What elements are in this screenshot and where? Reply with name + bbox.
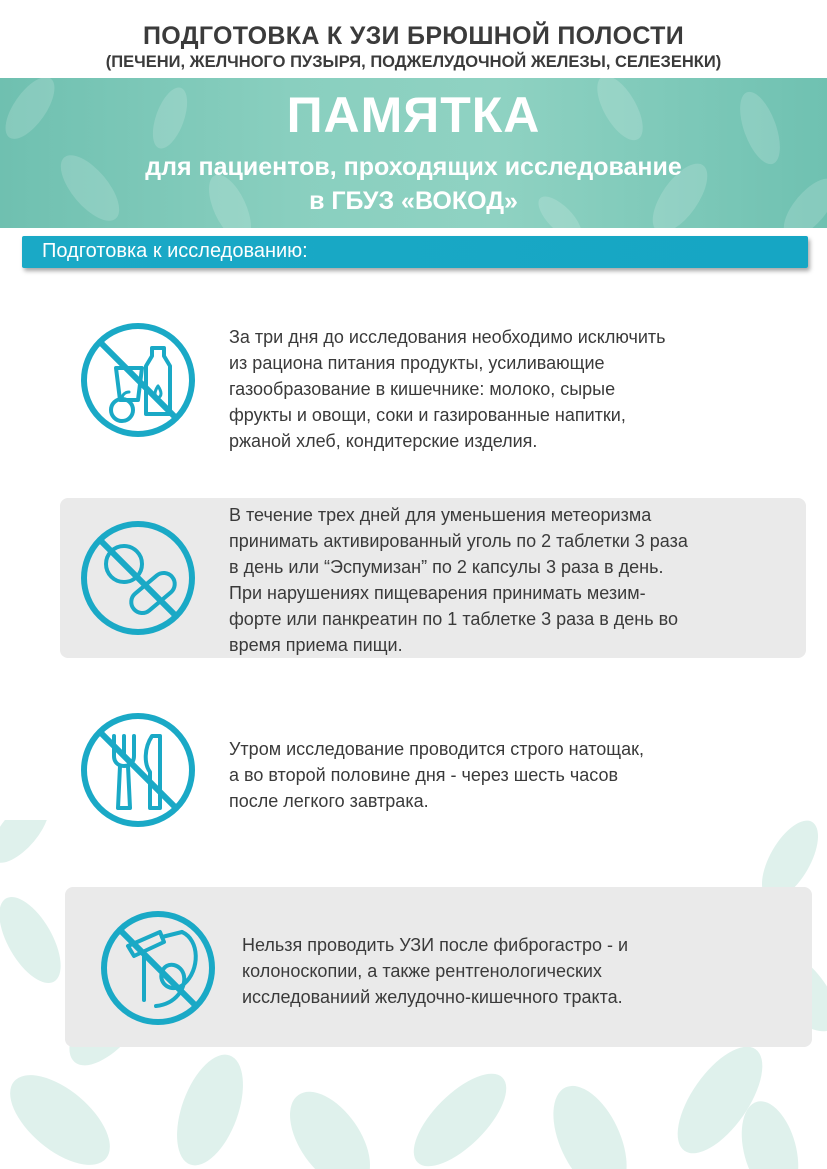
no-fork-knife-icon	[80, 712, 196, 833]
no-endoscope-icon	[100, 910, 216, 1031]
text-line: в день или “Эспумизан” по 2 капсулы 3 раза в день.	[229, 557, 664, 577]
document-title: ПОДГОТОВКА К УЗИ БРЮШНОЙ ПОЛОСТИ	[143, 22, 684, 50]
text-line: время приема пищи.	[229, 635, 403, 655]
text-line: фрукты и овощи, соки и газированные напитки,	[229, 405, 626, 425]
no-food-drinks-icon	[80, 322, 196, 443]
banner	[0, 78, 827, 228]
text-line: из рациона питания продукты, усиливающие	[229, 353, 605, 373]
item-text-3	[229, 736, 644, 814]
banner-subtitle	[0, 150, 827, 218]
banner-title: ПАМЯТКА	[286, 87, 541, 143]
text-line: газообразование в кишечнике: молоко, сырые	[229, 379, 616, 399]
text-line: принимать активированный уголь по 2 таблетки 3 раза	[229, 531, 688, 551]
text-line: ржаной хлеб, кондитерские изделия.	[229, 431, 538, 451]
document-subtitle: (ПЕЧЕНИ, ЖЕЛЧНОГО ПУЗЫРЯ, ПОДЖЕЛУДОЧНОЙ ЖЕЛЕЗЫ, СЕЛЕЗЕНКИ)	[105, 53, 722, 71]
pills-icon	[80, 520, 196, 641]
text-line: исследованиий желудочно-кишечного тракта.	[242, 987, 623, 1007]
text-line: При нарушениях пищеварения принимать мезим-	[229, 583, 646, 603]
text-line: после легкого завтрака.	[229, 791, 429, 811]
text-line: а во второй половине дня - через шесть часов	[229, 765, 619, 785]
text-line: форте или панкреатин по 1 таблетке 3 раза в день во	[229, 609, 678, 629]
banner-subtitle-line: для пациентов, проходящих исследование	[145, 153, 682, 181]
text-line: В течение трех дней для уменьшения метеоризма	[229, 505, 652, 525]
text-line: Нельзя проводить УЗИ после фиброгастро - и	[242, 935, 629, 955]
text-line: Утром исследование проводится строго натощак,	[229, 739, 644, 759]
item-text-2	[229, 502, 688, 658]
text-line: колоноскопии, а также рентгенологических	[242, 961, 602, 981]
item-text-1	[229, 324, 666, 454]
section-header	[22, 236, 808, 268]
banner-subtitle-line: в ГБУЗ «ВОКОД»	[309, 187, 518, 215]
item-text-4	[242, 932, 628, 1010]
section-title: Подготовка к исследованию:	[42, 240, 308, 262]
text-line: За три дня до исследования необходимо исключить	[229, 327, 666, 347]
